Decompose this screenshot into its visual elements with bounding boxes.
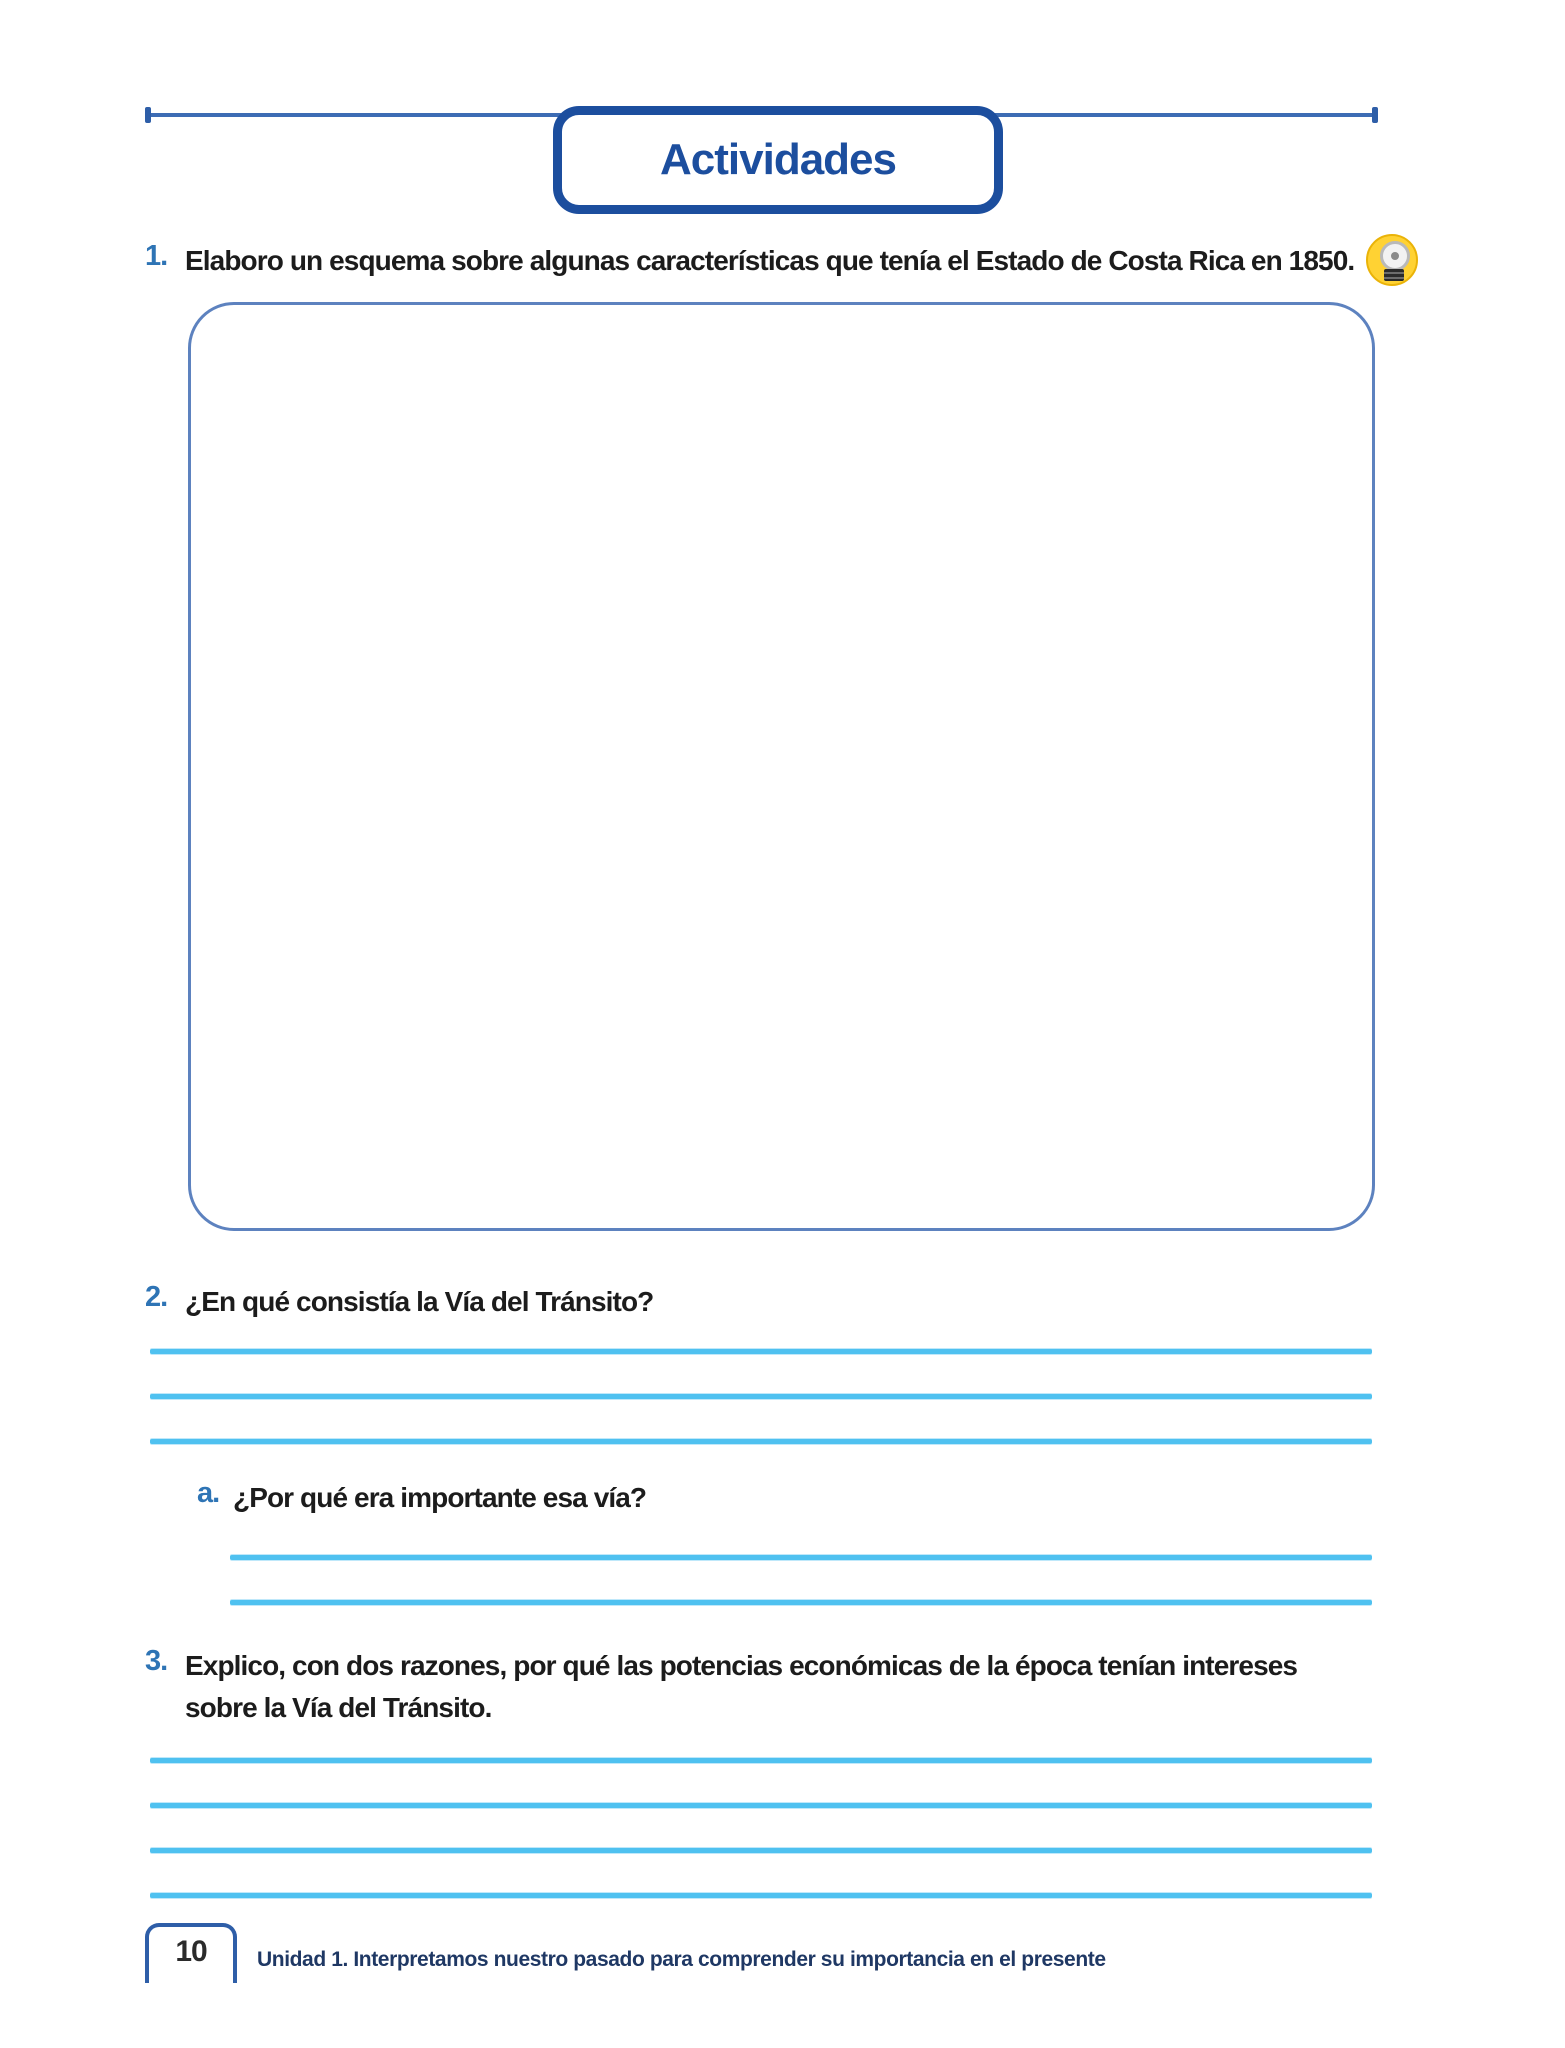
question-2a-text: ¿Por qué era importante esa vía? <box>233 1482 647 1513</box>
question-1-answer-box[interactable] <box>188 302 1375 1231</box>
activities-title-tab <box>553 106 1003 214</box>
question-1-number: 1. <box>145 240 168 272</box>
question-2 <box>145 1281 1445 1323</box>
lightbulb-filament <box>1391 252 1399 260</box>
footer-unit-text: Unidad 1. Interpretamos nuestro pasado para comprender su importancia en el presente <box>257 1948 1106 1971</box>
answer-line[interactable] <box>150 1893 1372 1898</box>
lightbulb-glass <box>1380 241 1410 271</box>
answer-line[interactable] <box>150 1803 1372 1808</box>
answer-line[interactable] <box>150 1439 1372 1444</box>
page-title: Actividades <box>660 135 896 184</box>
question-2-text: ¿En qué consistía la Vía del Tránsito? <box>185 1286 654 1317</box>
question-2a-answer-lines <box>230 1555 1372 1645</box>
question-3-answer-lines <box>150 1758 1372 1938</box>
lightbulb-icon <box>1366 234 1418 286</box>
lightbulb-base <box>1384 269 1404 281</box>
question-3 <box>145 1645 1545 1729</box>
question-2a-letter: a. <box>197 1477 220 1509</box>
page-number-tab <box>145 1923 237 1983</box>
question-3-number: 3. <box>145 1645 168 1677</box>
question-2-answer-lines <box>150 1349 1372 1484</box>
answer-line[interactable] <box>150 1394 1372 1399</box>
header-rule-right-tick <box>1372 107 1378 123</box>
question-3-text: Explico, con dos razones, por qué las potencias económicas de la época tenían intereses sobre la Vía del Tránsito. <box>185 1650 1298 1723</box>
answer-line[interactable] <box>230 1555 1372 1560</box>
question-2-number: 2. <box>145 1281 168 1313</box>
answer-line[interactable] <box>150 1349 1372 1354</box>
question-2a <box>197 1477 1397 1519</box>
header-rule-left-tick <box>145 107 151 123</box>
answer-line[interactable] <box>150 1758 1372 1763</box>
page-number: 10 <box>175 1935 207 1968</box>
answer-line[interactable] <box>230 1600 1372 1605</box>
question-1 <box>145 240 1565 286</box>
answer-line[interactable] <box>150 1848 1372 1853</box>
question-1-text: Elaboro un esquema sobre algunas características que tenía el Estado de Costa Rica en 1850. <box>185 245 1355 276</box>
